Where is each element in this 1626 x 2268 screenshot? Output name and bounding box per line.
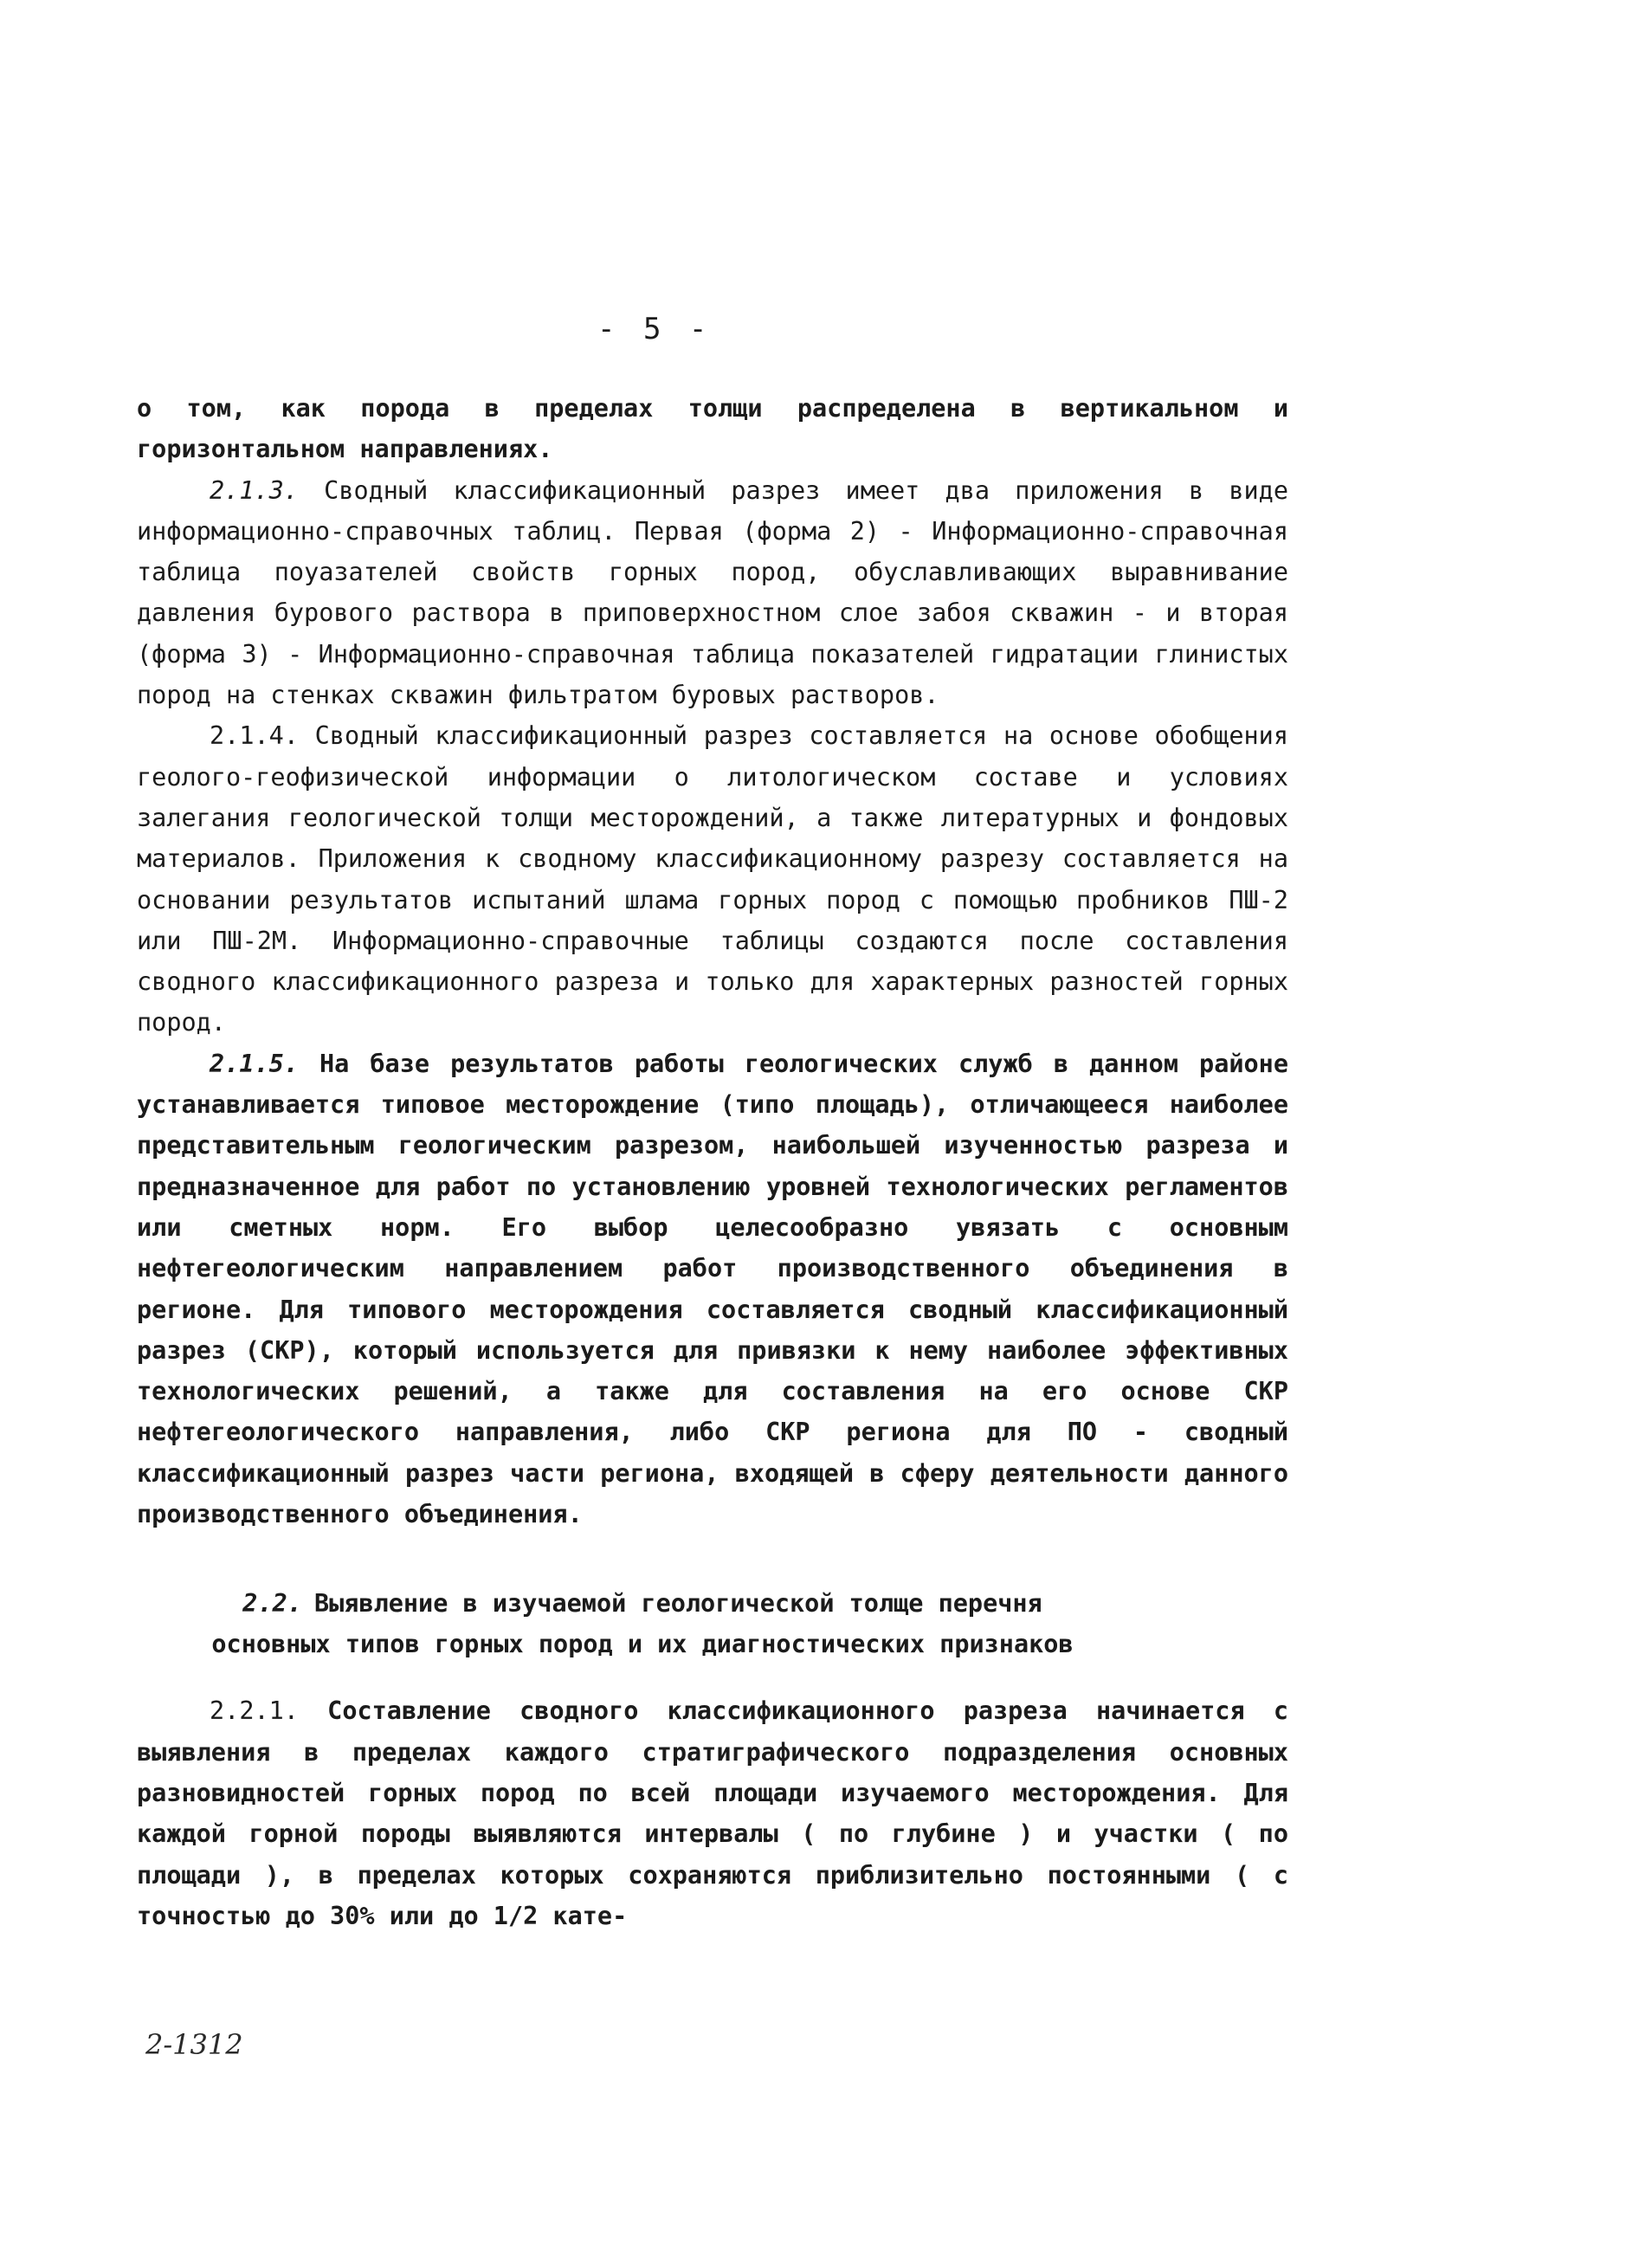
paragraph-continuation xyxy=(137,388,1288,470)
paragraph-text: Сводный классификационный разрез имеет два приложения в виде информационно-справочных таблиц. Первая (форма 2) - Информационно-справочная таблица поуазателей свойств горных пород, обуславливающих выравнивание давления бурового раствора в приповерхностном слое забоя скважин - и вторая (форма 3) - Информационно-справочная таблица показателей гидратации глинистых пород на стенках скважин фильтратом буровых растворов. xyxy=(137,475,1288,710)
paragraph-number: 2.2.1. xyxy=(210,1696,299,1726)
paragraph-text: Сводный классификационный разрез составляется на основе обобщения геолого-геофизической информации о литологическом составе и условиях залегания геологической толщи месторождений, а также литературных и фондовых материалов. Приложения к сводному классификационному разрезу составляется на основании результатов испытаний шлама горных пород с помощью пробников ПШ-2 или ПШ-2М. Информационно-справочные таблицы создаются после составления сводного классификационного разреза и только для характерных разностей горных пород. xyxy=(137,721,1288,1037)
paragraph-text: о том, как порода в пределах толщи распределена в вертикальном и горизонтальном направлениях. xyxy=(137,394,1288,464)
section-title: Выявление в изучаемой геологической толще перечня основных типов горных пород и их диагностических признаков xyxy=(211,1589,1074,1659)
footer-mark: 2-1312 xyxy=(145,2028,243,2061)
paragraph-2-2-1 xyxy=(137,1690,1288,1936)
paragraph-2-1-4 xyxy=(137,715,1288,1043)
section-number: 2.2. xyxy=(242,1589,302,1619)
page-number: - 5 - xyxy=(597,312,713,346)
document-body xyxy=(137,388,1288,1936)
paragraph-number: 2.1.3. xyxy=(210,475,299,505)
paragraph-text: Составление сводного классификационного разреза начинается с выявления в пределах каждого стратиграфического подразделения основных разновидностей горных пород по всей площади изучаемого месторождения. Для каждой горной породы выявляются интервалы ( по глубине ) и участки ( по площади ), в пределах которых сохраняются приблизительно постоянными ( с точностью до 30% или до 1/2 кате- xyxy=(137,1696,1288,1930)
paragraph-number: 2.1.5. xyxy=(210,1049,299,1078)
paragraph-number: 2.1.4. xyxy=(210,721,299,751)
paragraph-2-1-5 xyxy=(137,1044,1288,1535)
spacer xyxy=(137,1664,1288,1690)
paragraph-2-1-3 xyxy=(137,470,1288,716)
paragraph-text: На базе результатов работы геологических служб в данном районе устанавливается типовое месторождение (типо площадь), отличающееся наиболее представительным геологическим разрезом, наибольшей изученностью разреза и предназначенное для работ по установлению уровней технологических регламентов или сметных норм. Его выбор целесообразно увязать с основным нефтегеологическим направлением работ производственного объединения в регионе. Для типового месторождения составляется сводный классификационный разрез (СКР), который используется для привязки к нему наиболее эффективных технологических решений, а также для составления на его основе СКР нефтегеологического направления, либо СКР региона для ПО - сводный классификационный разрез части региона, входящей в сферу деятельности данного производственного объединения. xyxy=(137,1049,1288,1529)
section-heading xyxy=(137,1583,1075,1664)
